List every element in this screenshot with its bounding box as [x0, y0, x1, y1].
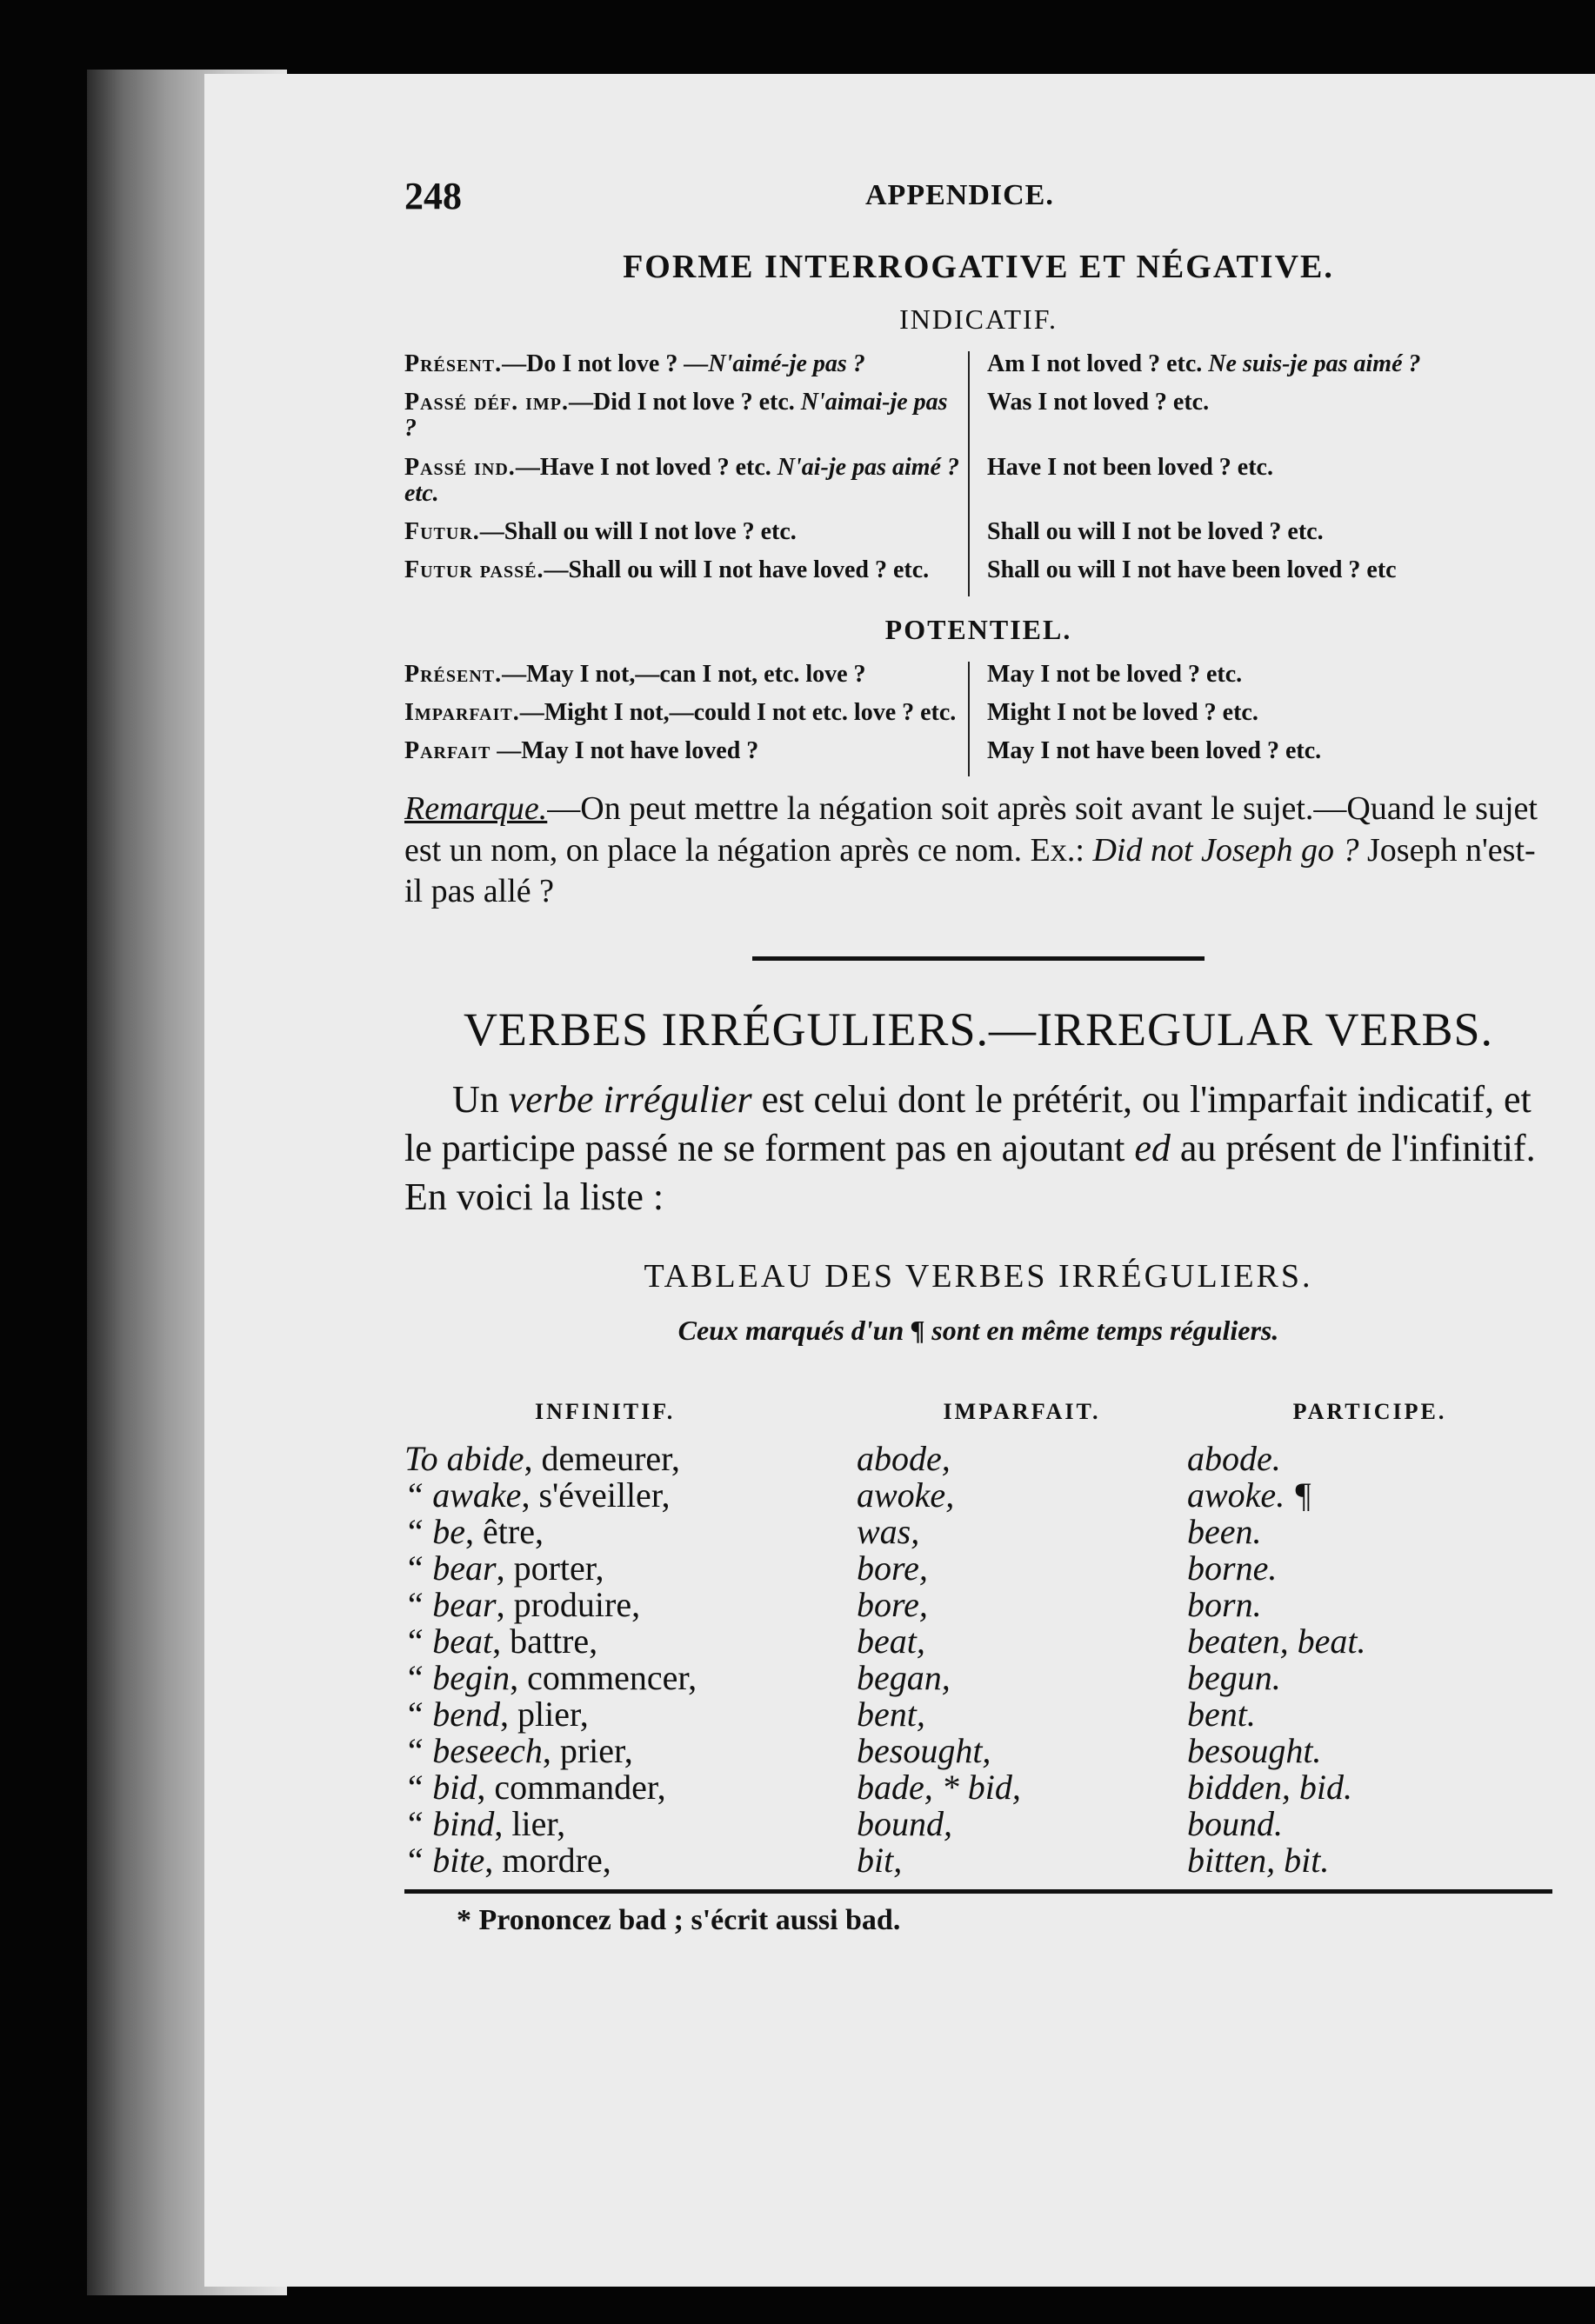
imparfait-cell: bent,: [857, 1695, 925, 1735]
verb-prefix: To: [404, 1439, 438, 1479]
verb-table-note: Ceux marqués d'un ¶ sont en même temps réguliers.: [677, 1315, 1279, 1347]
verb-meaning: , être,: [465, 1512, 544, 1552]
infinitif-cell: [404, 1806, 857, 1842]
indicatif-active-cell: [404, 455, 970, 519]
irregular-verbs-title: VERBES IRRÉGULIERS.—IRREGULAR VERBS.: [463, 1002, 1494, 1055]
footnote-rule: [404, 1889, 1552, 1894]
participe-cell: borne.: [1187, 1548, 1278, 1588]
passive-form: Am I not loved ? etc.: [987, 350, 1203, 377]
verb-meaning: , porter,: [496, 1548, 604, 1588]
potentiel-active-cell: [404, 700, 970, 738]
potentiel-passive-cell: [970, 700, 1552, 738]
verb-infinitive: beseech: [432, 1731, 543, 1771]
participe-cell: begun.: [1187, 1658, 1281, 1698]
tense-label: Futur passé.: [404, 556, 544, 584]
verb-infinitive: beat: [432, 1621, 493, 1661]
participe-cell: born.: [1187, 1585, 1262, 1625]
potentiel-heading: POTENTIEL.: [884, 613, 1072, 645]
indicatif-passive-cell: [970, 557, 1552, 596]
tense-label: Parfait: [404, 737, 491, 765]
participe-cell: bent.: [1187, 1695, 1256, 1735]
infinitif-cell: [404, 1587, 857, 1623]
participe-cell: been.: [1187, 1512, 1262, 1552]
remark-example-fr: Joseph n'est-il pas allé ?: [404, 831, 1536, 910]
verb-infinitive: begin: [432, 1658, 511, 1698]
verb-infinitive: bend: [432, 1695, 501, 1735]
infinitif-cell: [404, 1550, 857, 1587]
verb-table-title: TABLEAU DES VERBES IRRÉGULIERS.: [644, 1258, 1313, 1295]
remark-paragraph: [404, 789, 1552, 913]
infinitif-cell: [404, 1514, 857, 1550]
participe-cell: abode.: [1187, 1439, 1281, 1479]
footnote: * Prononcez bad ; s'écrit aussi bad.: [457, 1904, 901, 1937]
forms-title: FORME INTERROGATIVE ET NÉGATIVE.: [623, 249, 1334, 285]
remark-label: Remarque.: [404, 790, 548, 828]
verb-meaning: , commencer,: [510, 1658, 697, 1698]
potentiel-active-cell: [404, 738, 970, 776]
page-number: 248: [404, 175, 462, 217]
passive-form: Was I not loved ? etc.: [987, 389, 1210, 416]
indicatif-active-cell: [404, 519, 970, 557]
passive-form: Might I not be loved ? etc.: [987, 698, 1258, 726]
remark-example-en: Did not Joseph go ?: [1092, 831, 1359, 869]
indicatif-passive-cell: [970, 455, 1552, 519]
indicatif-passive-cell: [970, 351, 1552, 390]
participe-cell: awoke. ¶: [1187, 1475, 1312, 1515]
verb-table: [404, 1399, 1552, 1937]
passive-form: Have I not been loved ? etc.: [987, 453, 1273, 481]
imparfait-cell: besought,: [857, 1731, 991, 1771]
intro-term: verbe irrégulier: [508, 1077, 752, 1121]
intro-text-2: est celui dont le prétérit, ou l'imparfait indicatif, et le participe passé ne se forment pas en ajoutant: [404, 1077, 1532, 1169]
active-form: —Shall ou will I not love ? etc.: [479, 518, 797, 546]
tense-label: Passé déf. imp.: [404, 389, 570, 416]
active-french: N'aimai-je pas ?: [404, 389, 948, 443]
verb-row: [404, 1477, 1552, 1514]
passive-form: May I not have been loved ? etc.: [987, 737, 1322, 765]
verb-row: [404, 1441, 1552, 1477]
verb-prefix: “: [404, 1731, 424, 1771]
passive-french: Ne suis-je pas aimé ?: [1208, 350, 1421, 377]
participe-cell: bidden, bid.: [1187, 1768, 1352, 1808]
verb-row: [404, 1623, 1552, 1660]
active-form: —May I not,—can I not, etc. love ?: [502, 660, 866, 688]
indicatif-passive-cell: [970, 390, 1552, 454]
page-content: [404, 174, 1552, 1937]
verb-infinitive: awake: [432, 1475, 522, 1515]
verb-row: [404, 1587, 1552, 1623]
tense-label: Imparfait.: [404, 698, 520, 726]
verb-meaning: , s'éveiller,: [521, 1475, 671, 1515]
imparfait-cell: awoke,: [857, 1475, 955, 1515]
participe-cell: bound.: [1187, 1804, 1283, 1844]
indicatif-active-cell: [404, 557, 970, 596]
verb-meaning: , mordre,: [484, 1841, 611, 1881]
participe-cell: besought.: [1187, 1731, 1322, 1771]
active-french: N'ai-je pas aimé ? etc.: [404, 453, 959, 507]
verb-meaning: , battre,: [492, 1621, 598, 1661]
verb-prefix: “: [404, 1695, 424, 1735]
imparfait-cell: began,: [857, 1658, 951, 1698]
verb-infinitive: bite: [432, 1841, 485, 1881]
verb-meaning: , demeurer,: [524, 1439, 680, 1479]
imparfait-cell: was,: [857, 1512, 920, 1552]
indicatif-active-cell: [404, 390, 970, 454]
imparfait-cell: bound,: [857, 1804, 952, 1844]
verb-prefix: “: [404, 1658, 424, 1698]
intro-text-3: au présent de l'infinitif. En voici la liste :: [404, 1126, 1536, 1218]
verb-meaning: , commander,: [477, 1768, 666, 1808]
indicatif-heading: INDICATIF.: [899, 303, 1058, 335]
potentiel-active-cell: [404, 662, 970, 700]
imparfait-cell: bade, * bid,: [857, 1768, 1021, 1808]
running-title: APPENDICE.: [865, 179, 1054, 211]
header-participe: PARTICIPE.: [1292, 1399, 1447, 1425]
active-form: —Might I not,—could I not etc. love ? etc.: [519, 698, 957, 726]
verb-row: [404, 1514, 1552, 1550]
verb-prefix: “: [404, 1804, 424, 1844]
verb-prefix: “: [404, 1768, 424, 1808]
verb-prefix: “: [404, 1512, 424, 1552]
tense-label: Présent.: [404, 350, 503, 377]
active-form: —Shall ou will I not have loved ? etc.: [544, 556, 930, 584]
active-form: —Did I not love ? etc.: [569, 389, 795, 416]
imparfait-cell: bit,: [857, 1841, 903, 1881]
intro-text-1: Un: [452, 1077, 509, 1121]
indicatif-table: [404, 351, 1552, 596]
infinitif-cell: [404, 1733, 857, 1769]
tense-label: Passé ind.: [404, 453, 516, 481]
active-french: —N'aimé-je pas ?: [684, 350, 865, 377]
active-form: —Have I not loved ? etc.: [515, 453, 771, 481]
indicatif-passive-cell: [970, 519, 1552, 557]
verb-meaning: , lier,: [494, 1804, 566, 1844]
verb-row: [404, 1806, 1552, 1842]
indicatif-active-cell: [404, 351, 970, 390]
infinitif-cell: [404, 1696, 857, 1733]
running-head: [404, 174, 1552, 226]
infinitif-cell: [404, 1769, 857, 1806]
verb-meaning: , produire,: [496, 1585, 641, 1625]
imparfait-cell: bore,: [857, 1548, 928, 1588]
participe-cell: bitten, bit.: [1187, 1841, 1330, 1881]
verb-prefix: “: [404, 1621, 424, 1661]
verb-meaning: , prier,: [542, 1731, 633, 1771]
passive-form: Shall ou will I not be loved ? etc.: [987, 518, 1324, 546]
verb-table-header: [404, 1399, 1552, 1425]
tense-label: Présent.: [404, 660, 503, 688]
participe-cell: beaten, beat.: [1187, 1621, 1366, 1661]
infinitif-cell: [404, 1441, 857, 1477]
imparfait-cell: bore,: [857, 1585, 928, 1625]
section-divider: [752, 956, 1205, 961]
verb-prefix: “: [404, 1548, 424, 1588]
imparfait-cell: beat,: [857, 1621, 925, 1661]
active-form: —Do I not love ?: [502, 350, 678, 377]
passive-form: Shall ou will I not have been loved ? etc: [987, 556, 1397, 584]
verb-row: [404, 1550, 1552, 1587]
infinitif-cell: [404, 1477, 857, 1514]
potentiel-table: [404, 662, 1552, 777]
remark-text: —On peut mettre la négation soit après soit avant le sujet.—Quand le sujet est un nom, on place la négation après ce nom. Ex.:: [404, 790, 1538, 869]
verb-row: [404, 1660, 1552, 1696]
potentiel-passive-cell: [970, 738, 1552, 776]
verb-prefix: “: [404, 1475, 424, 1515]
verb-row: [404, 1842, 1552, 1879]
verb-infinitive: abide: [446, 1439, 524, 1479]
verb-infinitive: bid: [432, 1768, 477, 1808]
intro-paragraph: [404, 1075, 1552, 1222]
verb-row: [404, 1769, 1552, 1806]
infinitif-cell: [404, 1660, 857, 1696]
verb-infinitive: bear: [432, 1548, 497, 1588]
passive-form: May I not be loved ? etc.: [987, 660, 1243, 688]
header-infinitif: INFINITIF.: [535, 1399, 676, 1425]
verb-row: [404, 1733, 1552, 1769]
infinitif-cell: [404, 1623, 857, 1660]
imparfait-cell: abode,: [857, 1439, 951, 1479]
tense-label: Futur.: [404, 518, 480, 546]
verb-infinitive: be: [432, 1512, 466, 1552]
verb-rows: [404, 1441, 1552, 1879]
header-imparfait: IMPARFAIT.: [943, 1399, 1101, 1425]
infinitif-cell: [404, 1842, 857, 1879]
verb-row: [404, 1696, 1552, 1733]
potentiel-passive-cell: [970, 662, 1552, 700]
verb-meaning: , plier,: [500, 1695, 589, 1735]
verb-prefix: “: [404, 1841, 424, 1881]
active-form: —May I not have loved ?: [491, 737, 759, 765]
verb-infinitive: bind: [432, 1804, 495, 1844]
verb-prefix: “: [404, 1585, 424, 1625]
intro-ed: ed: [1134, 1126, 1171, 1169]
verb-infinitive: bear: [432, 1585, 497, 1625]
